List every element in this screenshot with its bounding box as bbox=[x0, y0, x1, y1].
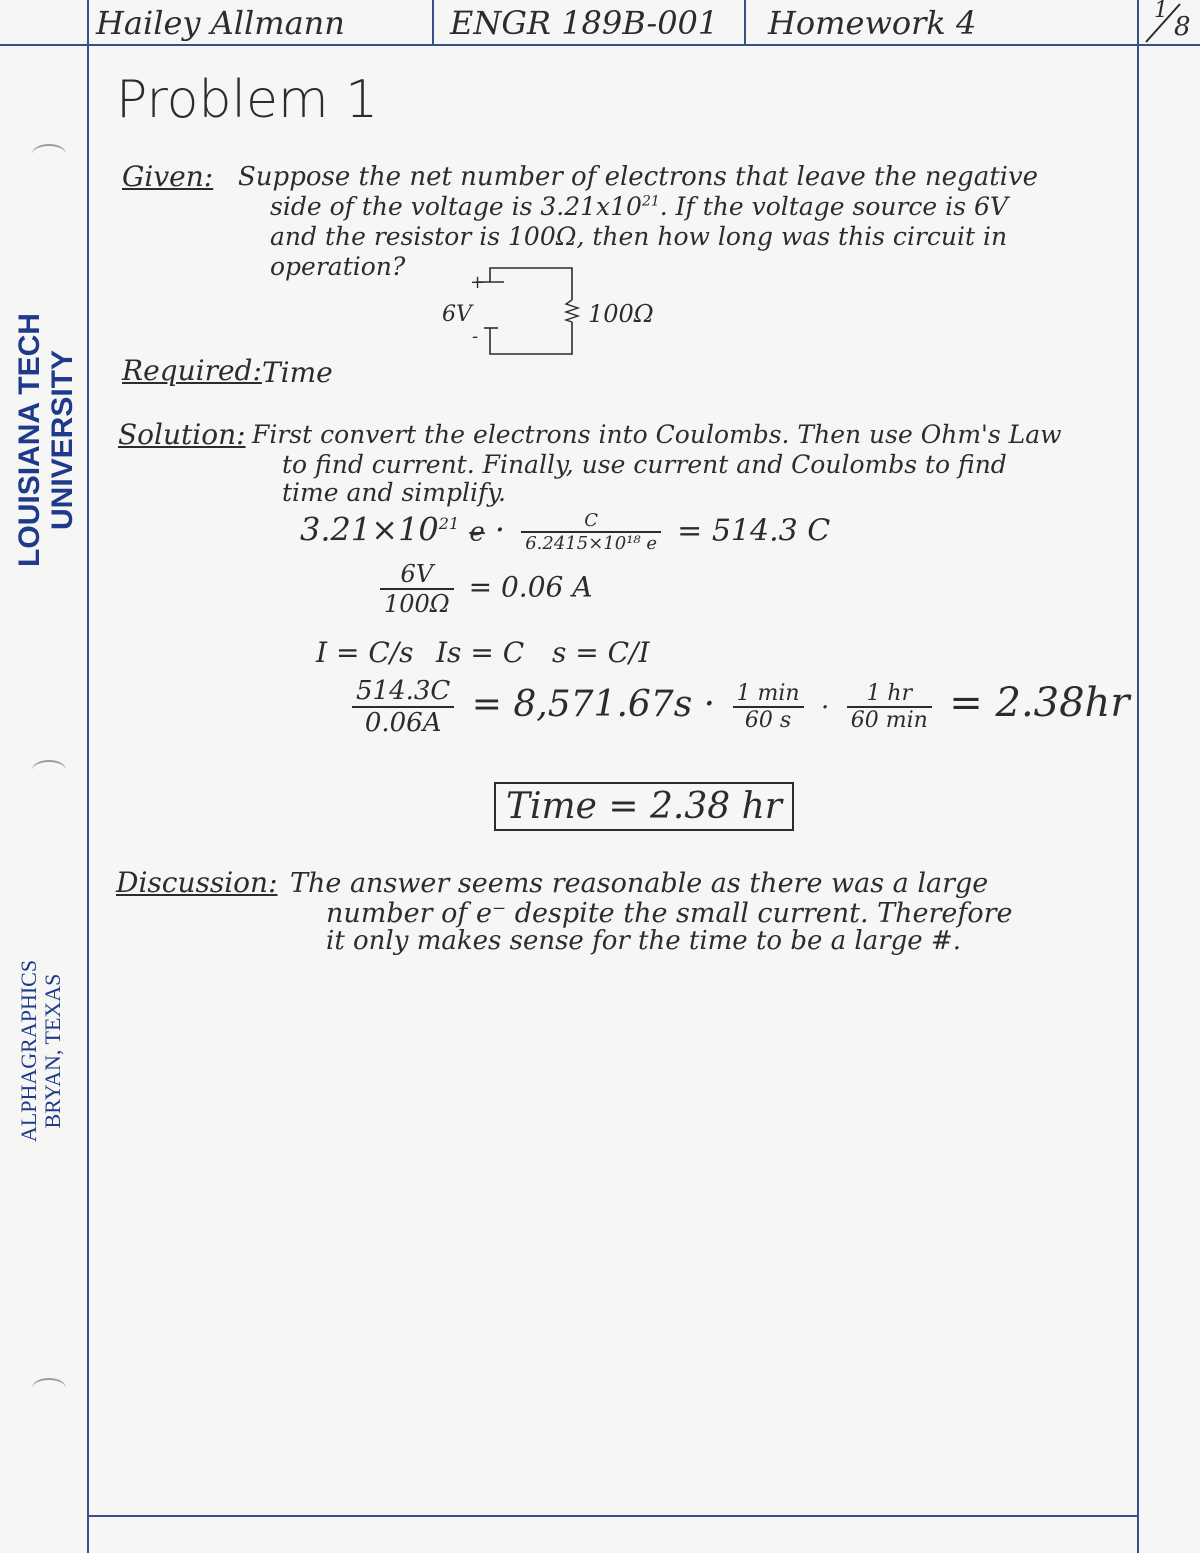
eq3-time-def: s = C/I bbox=[552, 636, 650, 669]
circuit-resistor-label: 100Ω bbox=[588, 300, 654, 328]
circuit-bottom-wire bbox=[490, 322, 572, 354]
eq4-fraction-2 bbox=[733, 681, 804, 733]
eq2-num: 6V bbox=[380, 560, 454, 590]
eq4-f2-num: 1 min bbox=[733, 681, 804, 708]
discussion-line-2: number of e⁻ despite the small current. Therefore bbox=[326, 898, 1013, 929]
eq4-dot: · bbox=[821, 693, 830, 723]
given-label: Given: bbox=[122, 160, 214, 193]
solution-line-2: to find current. Finally, use current and Coulombs to find bbox=[282, 450, 1007, 479]
header-divider-2 bbox=[744, 0, 746, 44]
required-value: Time bbox=[262, 356, 333, 389]
course-code: ENGR 189B-001 bbox=[450, 4, 719, 42]
eq2-result: = 0.06 A bbox=[468, 570, 593, 604]
bottom-rule bbox=[87, 1515, 1139, 1517]
binder-hole-middle bbox=[32, 760, 66, 780]
required-label: Required: bbox=[122, 354, 262, 387]
eq1-electron-unit: e bbox=[469, 517, 485, 548]
eq4-seconds: = 8,571.67s · bbox=[471, 684, 716, 725]
page-current: 1 bbox=[1154, 0, 1168, 23]
eq3-current-def: I = C/s bbox=[316, 636, 414, 669]
resistor-zigzag bbox=[566, 300, 578, 322]
equation-4 bbox=[346, 676, 1129, 738]
eq1-conversion-fraction bbox=[521, 510, 661, 554]
header-rule bbox=[0, 44, 1200, 46]
binder-hole-top bbox=[32, 144, 66, 164]
eq4-f3-den: 60 min bbox=[850, 708, 928, 733]
university-name: LOUISIANA TECH UNIVERSITY bbox=[13, 313, 79, 567]
given-line-2-text: side of the voltage is 3.21x10 bbox=[270, 192, 642, 221]
problem-title: Problem 1 bbox=[116, 70, 379, 130]
eq4-den: 0.06A bbox=[364, 708, 442, 738]
eq2-fraction bbox=[380, 560, 454, 618]
circuit-source-label: 6V bbox=[442, 302, 472, 327]
eq4-f3-num: 1 hr bbox=[847, 681, 932, 708]
solution-line-3: time and simplify. bbox=[282, 478, 506, 507]
discussion-line-1: The answer seems reasonable as there was a large bbox=[290, 868, 989, 899]
eq1-exponent: 21 bbox=[438, 513, 460, 533]
page-total: 8 bbox=[1174, 12, 1191, 42]
circuit-top-wire bbox=[490, 268, 572, 300]
eq1-result: = 514.3 C bbox=[677, 513, 831, 549]
page-number bbox=[1142, 0, 1198, 44]
printer-name: ALPHAGRAPHICS BRYAN, TEXAS bbox=[16, 959, 66, 1143]
equation-1: $3.21\times 10^{21}$ e · $\frac{C}{\text{6.2415×10¹⁸ e}}$ = 514.3 C bbox=[300, 510, 831, 554]
eq1-frac-den: 6.2415×10¹⁸ e bbox=[525, 533, 657, 554]
solution-line-1: First convert the electrons into Coulombs. Then use Ohm's Law bbox=[252, 420, 1062, 449]
eq3-rearranged: Is = C bbox=[436, 636, 525, 669]
solution-label: Solution: bbox=[118, 418, 246, 451]
circuit-plus-label: + bbox=[470, 272, 486, 293]
eq4-fraction-3 bbox=[847, 681, 932, 733]
header-divider-1 bbox=[432, 0, 434, 44]
discussion-line-3: it only makes sense for the time to be a large #. bbox=[326, 926, 961, 956]
equation-2 bbox=[374, 560, 592, 618]
eq2-den: 100Ω bbox=[384, 590, 450, 618]
final-answer: Time = 2.38 hr bbox=[494, 782, 794, 831]
given-line-3: and the resistor is 100Ω, then how long was this circuit in bbox=[270, 222, 1008, 251]
eq1-coefficient: 3.21×10 bbox=[300, 510, 439, 549]
student-name: Hailey Allmann bbox=[96, 4, 345, 42]
circuit-minus-label: - bbox=[472, 326, 479, 347]
given-line-1: Suppose the net number of electrons that leave the negative bbox=[238, 162, 1039, 192]
discussion-label: Discussion: bbox=[116, 866, 278, 899]
eq1-frac-num: C bbox=[521, 510, 661, 533]
assignment-title: Homework 4 bbox=[768, 4, 977, 42]
eq4-f2-den: 60 s bbox=[744, 708, 792, 733]
eq4-fraction-1 bbox=[352, 676, 454, 738]
left-margin-rule bbox=[87, 0, 89, 1553]
eq4-num: 514.3C bbox=[352, 676, 454, 708]
right-margin-rule bbox=[1137, 0, 1139, 1553]
given-exponent: 21 bbox=[641, 193, 660, 210]
given-line-2-rest: . If the voltage source is 6V bbox=[659, 192, 1008, 221]
eq4-result: = 2.38hr bbox=[949, 680, 1130, 726]
binder-hole-bottom bbox=[32, 1378, 66, 1398]
given-line-4: operation? bbox=[270, 252, 406, 281]
given-line-2 bbox=[270, 192, 1008, 221]
